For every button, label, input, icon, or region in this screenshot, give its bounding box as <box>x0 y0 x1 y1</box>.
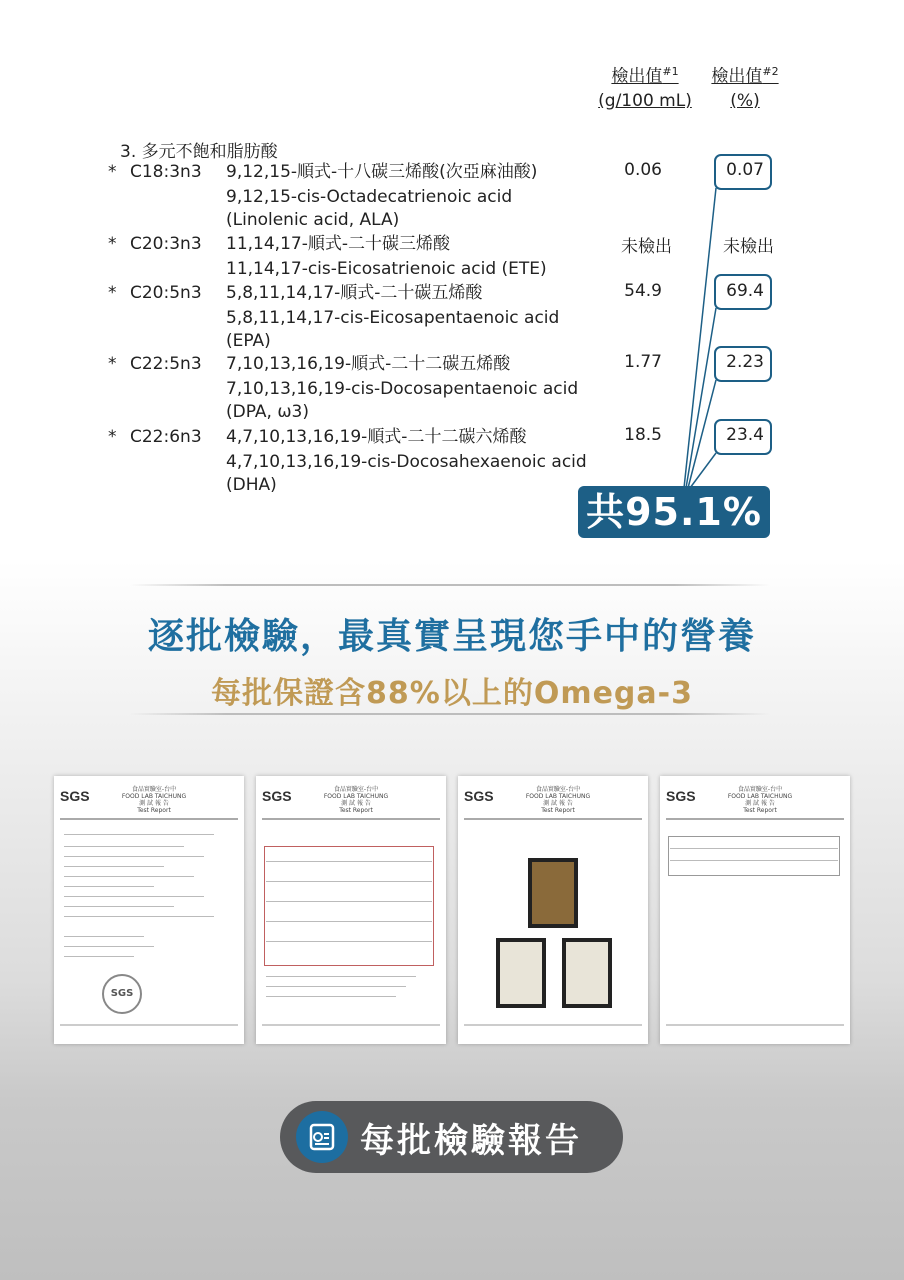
row-name-cn: 4,7,10,13,16,19-順式-二十二碳六烯酸 <box>226 427 527 447</box>
headline: 逐批檢驗，最真實呈現您手中的營養 <box>147 616 756 657</box>
row-name-en-2: (EPA) <box>226 331 271 351</box>
row-value-g: 54.9 <box>624 281 662 301</box>
batch-report-button[interactable] <box>280 1101 623 1173</box>
results-table <box>668 836 840 876</box>
sgs-logo: SGS <box>666 788 696 804</box>
sample-photo <box>496 938 546 1008</box>
row-name-cn: 11,14,17-順式-二十碳三烯酸 <box>226 234 450 254</box>
row-name-cn: 5,8,11,14,17-順式-二十碳五烯酸 <box>226 283 483 303</box>
test-report-page-3 <box>458 776 648 1044</box>
section-title: 3. 多元不飽和脂肪酸 <box>120 142 278 162</box>
row-value-pct: 23.4 <box>726 425 764 445</box>
subline: 每批保證含88%以上的Omega-3 <box>211 676 693 711</box>
star-mark: * <box>108 354 117 374</box>
report-header: 食品實驗室-台中 FOOD LAB TAICHUNG 測 試 報 告 Test Report <box>727 786 793 814</box>
row-name-en: 11,14,17-cis-Eicosatrienoic acid (ETE) <box>226 259 547 279</box>
sgs-logo: SGS <box>464 788 494 804</box>
row-code: C22:5n3 <box>130 354 202 374</box>
report-header: 食品實驗室-台中 FOOD LAB TAICHUNG 測 試 報 告 Test Report <box>121 786 187 814</box>
row-value-pct: 69.4 <box>726 281 764 301</box>
test-report-page-1 <box>54 776 244 1044</box>
column-header-1-unit: (g/100 mL) <box>598 90 692 111</box>
row-value-g: 18.5 <box>624 425 662 445</box>
connector-lines <box>0 0 904 560</box>
sgs-logo: SGS <box>262 788 292 804</box>
row-name-en-2: (DPA, ω3) <box>226 402 310 422</box>
sgs-logo: SGS <box>60 788 90 804</box>
row-code: C22:6n3 <box>130 427 202 447</box>
row-value-g: 0.06 <box>624 160 662 180</box>
row-code: C20:3n3 <box>130 234 202 254</box>
divider-bottom <box>130 713 770 715</box>
row-name-en: 9,12,15-cis-Octadecatrienoic acid <box>226 187 513 207</box>
divider-top <box>130 584 770 586</box>
row-value-g: 未檢出 <box>621 237 672 257</box>
total-badge: 共95.1% <box>578 486 770 538</box>
column-header-2-label: 檢出值$^{\#2}$ <box>711 65 779 87</box>
row-value-pct: 2.23 <box>726 352 764 372</box>
sample-photo <box>528 858 578 928</box>
star-mark: * <box>108 234 117 254</box>
star-mark: * <box>108 283 117 303</box>
report-header: 食品實驗室-台中 FOOD LAB TAICHUNG 測 試 報 告 Test Report <box>525 786 591 814</box>
results-table <box>264 846 434 966</box>
star-mark: * <box>108 162 117 182</box>
report-document-icon <box>296 1111 348 1163</box>
sgs-seal: SGS <box>102 974 142 1014</box>
row-name-en-2: (DHA) <box>226 475 277 495</box>
row-name-en: 4,7,10,13,16,19-cis-Docosahexaenoic acid <box>226 452 587 472</box>
test-report-page-2 <box>256 776 446 1044</box>
sample-photo <box>562 938 612 1008</box>
column-header-2-unit: (%) <box>730 90 760 111</box>
report-header: 食品實驗室-台中 FOOD LAB TAICHUNG 測 試 報 告 Test Report <box>323 786 389 814</box>
row-name-cn: 9,12,15-順式-十八碳三烯酸(次亞麻油酸) <box>226 162 538 182</box>
row-value-pct: 未檢出 <box>723 237 774 257</box>
row-value-pct: 0.07 <box>726 160 764 180</box>
row-name-en: 7,10,13,16,19-cis-Docosapentaenoic acid <box>226 379 579 399</box>
star-mark: * <box>108 427 117 447</box>
test-report-page-4 <box>660 776 850 1044</box>
row-name-en-2: (Linolenic acid, ALA) <box>226 210 400 230</box>
row-name-en: 5,8,11,14,17-cis-Eicosapentaenoic acid <box>226 308 560 328</box>
row-code: C18:3n3 <box>130 162 202 182</box>
row-code: C20:5n3 <box>130 283 202 303</box>
column-header-1-label: 檢出值$^{\#1}$ <box>611 65 679 87</box>
row-name-cn: 7,10,13,16,19-順式-二十二碳五烯酸 <box>226 354 511 374</box>
row-value-g: 1.77 <box>624 352 662 372</box>
batch-report-label: 每批檢驗報告 <box>360 1121 582 1161</box>
